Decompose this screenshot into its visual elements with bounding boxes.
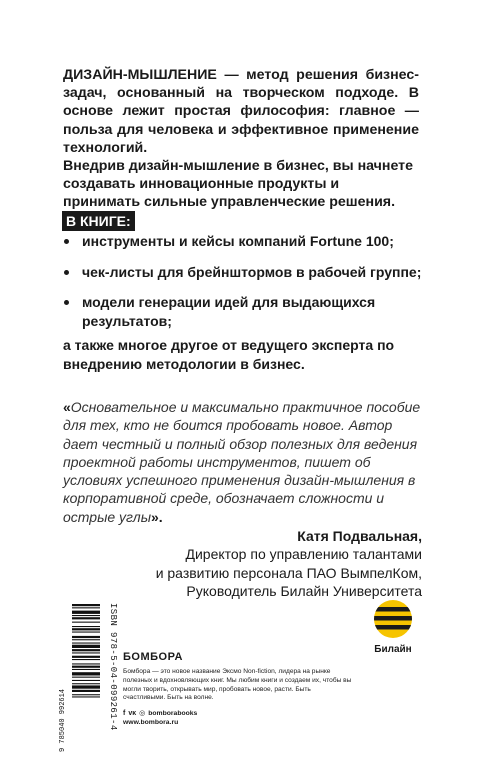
list-item: инструменты и кейсы компаний Fortune 100; xyxy=(62,232,422,251)
list-item: модели генерации идей для выдающихся результатов; xyxy=(62,293,422,330)
social-handle: bomborabooks xyxy=(148,709,198,717)
author-title-line-3: Руководитель Билайн Университета xyxy=(186,582,422,599)
quote-close-mark: ». xyxy=(151,508,163,525)
bullet-icon xyxy=(64,239,69,244)
barcode-bar xyxy=(72,632,100,633)
publisher-block xyxy=(123,651,353,726)
barcode-bar xyxy=(72,666,100,668)
beeline-logo xyxy=(368,598,418,655)
quote-open-mark: « xyxy=(63,399,71,415)
barcode-bar xyxy=(72,669,100,670)
vk-icon: ᴠᴋ xyxy=(128,709,137,717)
barcode-bar xyxy=(72,690,100,692)
instagram-icon: ◎ xyxy=(139,710,146,718)
barcode-bar xyxy=(72,683,100,684)
publisher-website: www.bombora.ru xyxy=(123,719,179,727)
quote-text: Основательное и максимально практичное пособие для тех, кто не боится пробовать новое. Автор дает честный и полный обзор полезных для ведения проектной работы инструментов, пишет об условиях успешного применения дизайн-мышления в корпоративной среде, обозначает сложности и острые углы xyxy=(63,399,421,525)
facebook-icon: f xyxy=(123,709,126,717)
publisher-social xyxy=(123,709,353,717)
barcode-bar xyxy=(72,636,100,638)
isbn-number: ISBN 978-5-04-099261-4 xyxy=(108,603,118,731)
barcode-bar xyxy=(72,652,100,653)
barcode-bar xyxy=(72,628,100,630)
barcode-bar xyxy=(72,643,100,644)
features-list xyxy=(62,232,422,342)
intro-paragraph-1: ДИЗАЙН-МЫШЛЕНИЕ — метод решения бизнес-задач, основанный на творческом подходе. В основе лежит простая философия: главное — польза для человека и эффективное применение технологий. xyxy=(63,67,419,156)
barcode-bar xyxy=(72,626,100,627)
barcode-bar xyxy=(72,677,100,678)
barcode-bar xyxy=(72,659,100,660)
barcode-bar xyxy=(72,645,100,648)
barcode-bar xyxy=(72,604,100,606)
barcode-bar xyxy=(72,622,100,623)
barcode-bar xyxy=(72,663,100,664)
barcode-bar xyxy=(72,639,100,640)
in-book-label: В КНИГЕ: xyxy=(62,211,135,231)
barcode-digits: 9 785040 992614 xyxy=(59,688,67,752)
review-quote xyxy=(63,398,421,526)
author-name: Катя Подвальная, xyxy=(297,528,422,544)
list-item: чек-листы для брейнштормов в рабочей группе; xyxy=(62,263,422,282)
barcode-bar xyxy=(72,607,100,608)
publisher-logo: БОМБОРА xyxy=(123,651,183,663)
beeline-label: Билайн xyxy=(374,644,412,655)
barcode-bar xyxy=(72,672,100,675)
bullet-icon xyxy=(64,300,69,305)
barcode-icon xyxy=(60,602,102,756)
author-title-line-2: и развитию персонала ПАО ВымпелКом, xyxy=(155,564,422,581)
barcode-bar xyxy=(72,615,100,616)
barcode-bar xyxy=(72,656,100,658)
intro-text xyxy=(63,66,419,212)
bullet-icon xyxy=(64,270,69,275)
quote-author xyxy=(156,527,422,600)
publisher-description: Бомбора — это новое название Эксмо Non-fiction, лидера на рынке полезных и вдохновляющих книг. Мы любим книги и создаем их, чтобы вы могли творить, открывать мир, пробовать новое, расти. Быть счастливыми. Быть на волне. xyxy=(123,668,352,702)
barcode-bar xyxy=(72,694,100,695)
barcode-bar xyxy=(72,617,100,619)
beeline-logo-icon xyxy=(372,598,414,640)
also-text: а также многое другое от ведущего эксперта по внедрению методологии в бизнес. xyxy=(63,337,395,372)
barcode-bar xyxy=(72,611,100,614)
barcode-bar xyxy=(72,685,100,688)
author-title-line-1: Директор по управлению талантами xyxy=(185,546,422,563)
barcode-bar xyxy=(72,649,100,651)
intro-paragraph-2: Внедрив дизайн-мышление в бизнес, вы начнете создавать инновационные продукты и принимать сильные управленческие решения. xyxy=(63,158,414,211)
barcode-bar xyxy=(72,696,100,697)
barcode-bar xyxy=(72,680,100,681)
